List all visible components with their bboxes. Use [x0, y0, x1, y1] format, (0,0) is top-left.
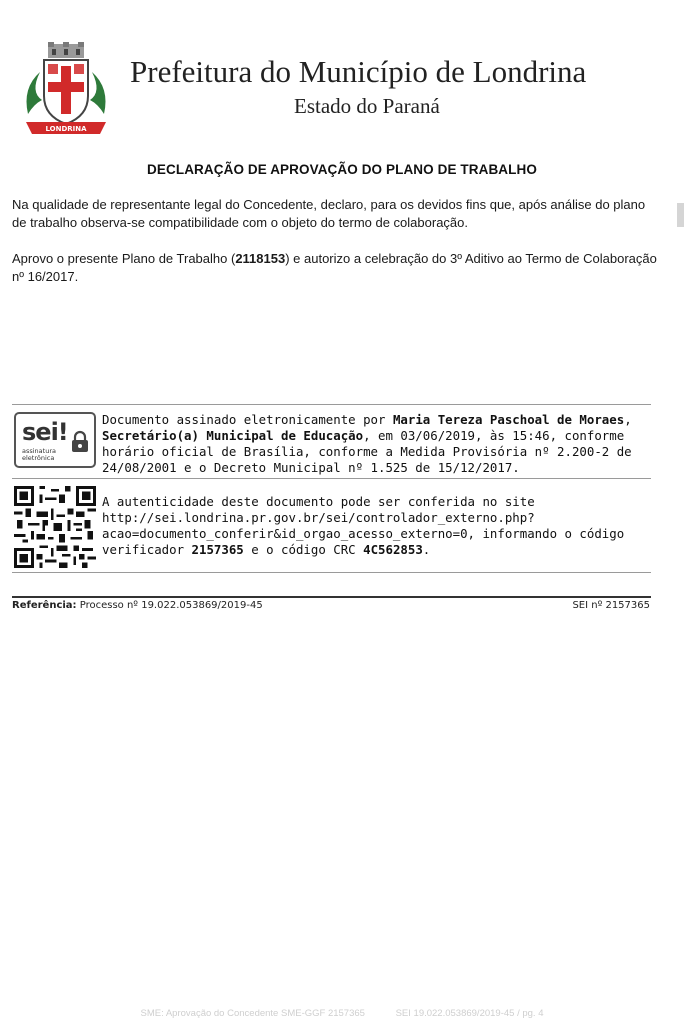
reference-label: Referência: — [12, 600, 77, 611]
divider — [12, 404, 651, 405]
document-title: DECLARAÇÃO DE APROVAÇÃO DO PLANO DE TRABALHO — [147, 162, 537, 177]
organization-name: Prefeitura do Município de Londrina — [130, 54, 587, 89]
signature-statement — [102, 412, 654, 476]
signer-role: Secretário(a) Municipal de Educação — [102, 428, 364, 443]
letterhead — [0, 0, 684, 150]
reference-process-number: Processo nº 19.022.053869/2019-45 — [76, 600, 263, 611]
signature-text-pre: Documento assinado eletronicamente por — [102, 412, 393, 427]
scrollbar-thumb[interactable] — [677, 203, 684, 227]
divider — [12, 572, 651, 573]
sei-logo-sub-line1: assinatura — [22, 447, 56, 455]
qr-code[interactable] — [14, 486, 96, 568]
authenticity-statement — [102, 494, 654, 558]
state-name: Estado do Paraná — [294, 94, 440, 118]
approval-paragraph — [12, 250, 658, 286]
sei-logo-word: sei! — [22, 418, 68, 446]
footer-right: SEI 19.022.053869/2019-45 / pg. 4 — [395, 1008, 544, 1019]
footer-left: SME: Aprovação do Concedente SME-GGF 2157365 — [140, 1008, 365, 1019]
reference-divider — [12, 596, 651, 598]
signature-separator: , — [624, 412, 632, 427]
page-footer — [0, 1008, 684, 1019]
reference-process — [12, 600, 263, 611]
signer-name: Maria Tereza Paschoal de Moraes — [392, 412, 625, 427]
authenticity-text-mid: e o código CRC — [243, 542, 364, 557]
reference-sei-number: SEI nº 2157365 — [572, 600, 650, 611]
verifier-code: 2157365 — [191, 542, 244, 557]
svg-text:LONDRINA: LONDRINA — [45, 125, 87, 133]
city-crest-logo — [20, 42, 112, 138]
authenticity-text-post: . — [422, 542, 431, 557]
work-plan-number: 2118153 — [235, 251, 286, 266]
crc-code: 4C562853 — [363, 542, 423, 557]
signature-text-post: , em 03/06/2019, às 15:46, conforme horário oficial de Brasília, conforme a Medida Provisória nº 2.200-2 de 24/08/2001 e o Decreto Municipal nº 1.525 de 15/12/2017. — [102, 428, 632, 475]
approval-text-pre: Aprovo o presente Plano de Trabalho ( — [12, 251, 236, 266]
sei-logo-subtitle — [22, 448, 56, 462]
declaration-paragraph: Na qualidade de representante legal do Concedente, declaro, para os devidos fins que, após análise do plano de trabalho observa-se compatibilidade com o objeto do termo de colaboração. — [12, 197, 646, 230]
divider — [12, 478, 651, 479]
approval-text-post: ) e autorizo a celebração do 3º Aditivo ao Termo de Colaboração nº 16/2017. — [12, 251, 657, 284]
lock-icon — [70, 430, 90, 454]
sei-logo-sub-line2: eletrônica — [22, 454, 55, 462]
authenticity-text-pre: A autenticidade deste documento pode ser conferida no site http://sei.londrina.pr.gov.br/sei/controlador_externo.php?acao=documento_conferir&id_orgao_acesso_externo=0, informando o código verificador — [102, 494, 625, 557]
sei-signature-logo — [14, 412, 96, 468]
